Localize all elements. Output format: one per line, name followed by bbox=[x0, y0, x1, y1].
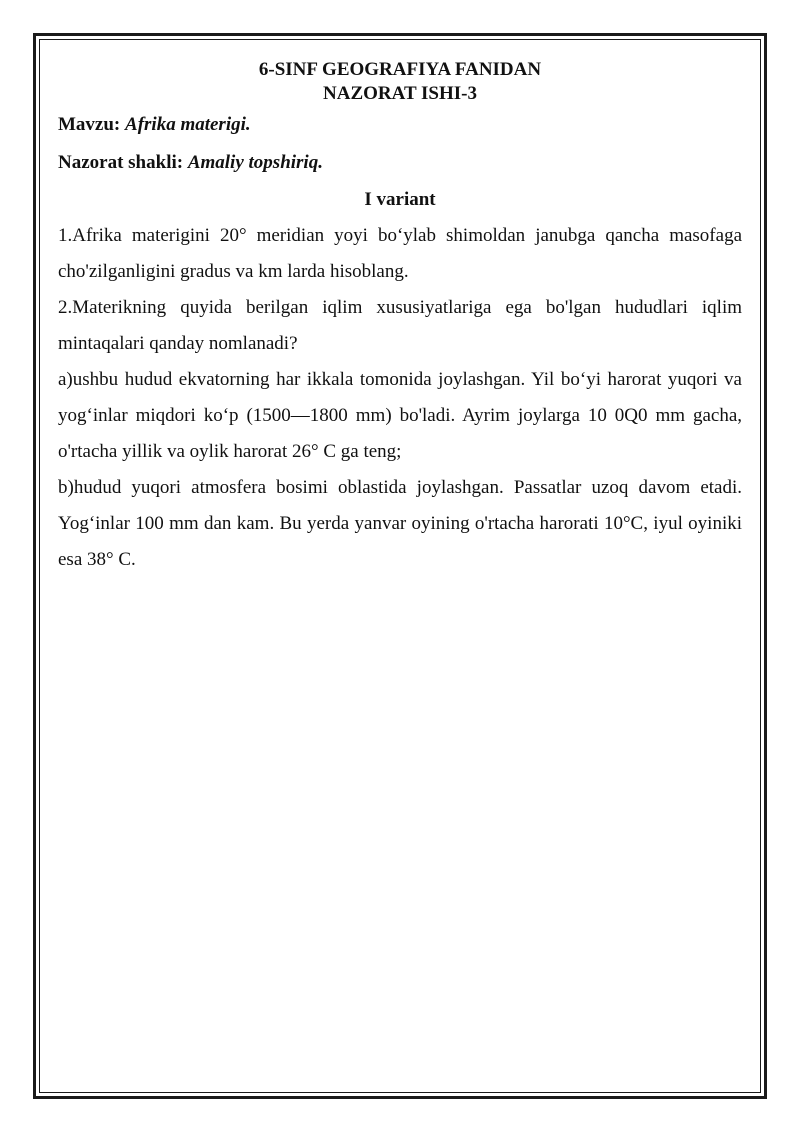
topic-line bbox=[58, 106, 742, 144]
task-2a: a)ushbu hudud ekvatorning har ikkala tomonida joylashgan. Yil bo‘yi harorat yuqori va yog‘inlar miqdori ko‘p (1500—1800 mm) bo'ladi. Ayrim joylarga 10 0Q0 mm gacha, o'rtacha yillik va oylik harorat 26° C ga teng; bbox=[58, 369, 742, 462]
task-2: 2.Materikning quyida berilgan iqlim xususiyatlariga ega bo'lgan hududlari iqlim mintaqalari qanday nomlanadi? bbox=[58, 297, 742, 354]
topic-label: Mavzu: bbox=[58, 114, 121, 135]
task-1: 1.Afrika materigini 20° meridian yoyi bo‘ylab shimoldan janubga qancha masofaga cho'zilganligini gradus va km larda hisoblang. bbox=[58, 225, 742, 282]
task-2b: b)hudud yuqori atmosfera bosimi oblastida joylashgan. Passatlar uzoq davom etadi. Yog‘inlar 100 mm dan kam. Bu yerda yanvar oyining o'rtacha harorati 10°C, iyul oyiniki esa 38° C. bbox=[58, 477, 742, 570]
document-body bbox=[58, 58, 742, 578]
topic-value: Afrika materigi. bbox=[125, 114, 251, 135]
document-title-line-2: NAZORAT ISHI-3 bbox=[323, 83, 477, 104]
form-line bbox=[58, 144, 742, 182]
form-value: Amaliy topshiriq. bbox=[187, 152, 323, 173]
document-title-line-1: 6-SINF GEOGRAFIYA FANIDAN bbox=[258, 59, 542, 80]
variant-heading: I variant bbox=[364, 189, 436, 210]
form-label: Nazorat shakli: bbox=[58, 152, 184, 173]
